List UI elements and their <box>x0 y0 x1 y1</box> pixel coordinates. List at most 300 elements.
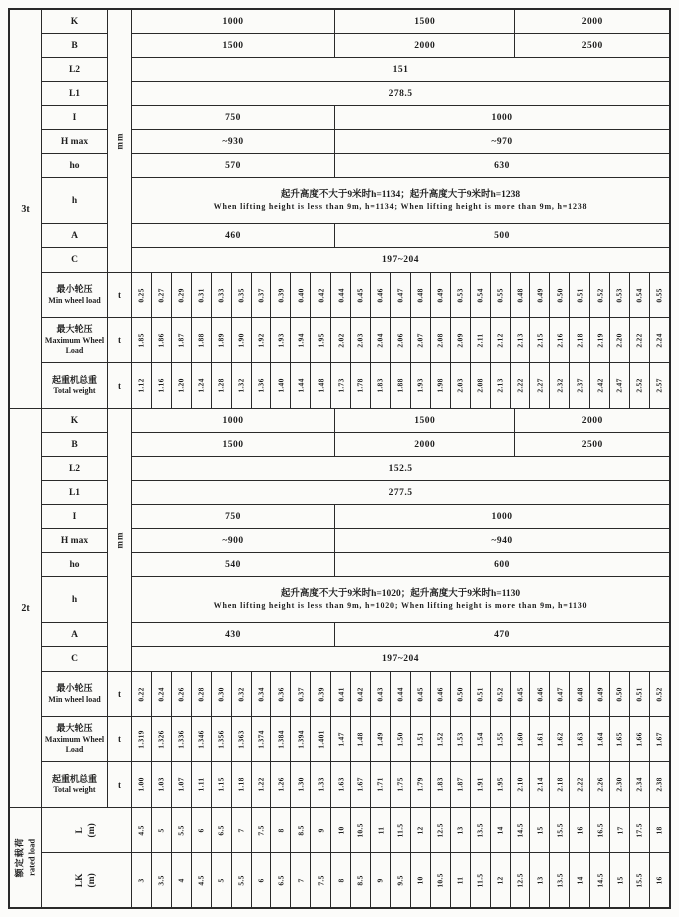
value-text: 0.52 <box>495 686 505 702</box>
value-cell <box>252 762 272 807</box>
value-cell <box>471 808 491 852</box>
spec-row-ho <box>132 154 669 178</box>
value-text: 15.5 <box>555 822 565 838</box>
value-cell <box>530 273 550 317</box>
row-label-Hmax: H max <box>42 130 107 154</box>
value-cell <box>511 318 531 362</box>
total-weight-row-3t <box>42 363 669 408</box>
value-cell <box>311 363 331 408</box>
span-row-LK <box>42 853 669 907</box>
value-cell <box>431 672 451 716</box>
spec-cell-value: ~930 <box>222 136 244 147</box>
value-text: 1.32 <box>236 378 246 393</box>
spec-row-L1 <box>132 481 669 505</box>
value-cell <box>451 853 471 907</box>
value-cell <box>491 273 511 317</box>
value-text: 1.374 <box>256 729 266 749</box>
value-cell <box>192 762 212 807</box>
value-cell <box>291 672 311 716</box>
spec-cell-value: 430 <box>225 629 241 640</box>
value-cell <box>650 762 669 807</box>
value-text: 12.5 <box>515 872 525 888</box>
span-label-L <box>74 823 99 837</box>
max-wheel-load-values <box>132 717 669 761</box>
value-text: 11 <box>455 876 465 884</box>
spec-value-cell <box>515 433 669 456</box>
unit-mm-label: mm <box>114 531 125 549</box>
value-cell <box>491 672 511 716</box>
spec-value-cell <box>335 130 669 153</box>
value-text: 0.41 <box>336 686 346 702</box>
value-text: 9 <box>316 827 326 833</box>
value-cell <box>570 717 590 761</box>
value-text: 13 <box>535 875 545 885</box>
total-weight-values <box>132 762 669 807</box>
value-text: 0.34 <box>256 686 266 702</box>
value-text: 1.384 <box>276 729 286 749</box>
spec-cell-value: 2500 <box>581 40 603 51</box>
value-cell <box>610 672 630 716</box>
row-label-ho: ho <box>42 553 107 577</box>
value-text: 2.32 <box>555 378 565 393</box>
spec-cell-en: When lifting height is less than 9m, h=1020; When lifting height is more than 9m, h=1130 <box>213 600 588 610</box>
value-text: 1.363 <box>236 729 246 749</box>
value-cell <box>192 318 212 362</box>
value-text: 0.22 <box>136 686 146 702</box>
value-text: 1.91 <box>475 777 485 792</box>
value-text: 1.28 <box>216 378 226 393</box>
value-text: 0.50 <box>555 287 565 303</box>
value-text: 2.09 <box>455 332 465 348</box>
value-cell <box>630 363 650 408</box>
value-cell <box>630 672 650 716</box>
unit-t-cell: t <box>108 318 132 362</box>
spec-row-h <box>132 178 669 224</box>
value-cell <box>391 273 411 317</box>
spec-value-cell <box>335 505 669 528</box>
value-cell <box>530 853 550 907</box>
spec-value-cell <box>335 106 669 129</box>
value-text: 11.5 <box>395 823 405 837</box>
value-cell <box>192 717 212 761</box>
value-text: 1.53 <box>455 731 465 747</box>
section-2t-body <box>42 409 669 807</box>
value-cell <box>291 717 311 761</box>
value-cell <box>471 273 491 317</box>
value-text: 2.19 <box>595 332 605 348</box>
value-text: 1.30 <box>296 777 306 792</box>
value-cell <box>371 808 391 852</box>
value-cell <box>232 672 252 716</box>
spec-cell-value: 197~204 <box>382 255 419 265</box>
value-cell <box>152 318 172 362</box>
value-cell <box>351 318 371 362</box>
value-text: 2.27 <box>535 378 545 393</box>
unit-mm-label: mm <box>114 132 125 150</box>
value-text: 1.33 <box>316 777 326 792</box>
value-text: 0.37 <box>256 287 266 303</box>
span-rows <box>42 808 669 907</box>
value-text: 2.22 <box>515 378 525 393</box>
span-label-LK <box>74 873 99 887</box>
value-text: 0.51 <box>475 686 485 702</box>
value-cell <box>351 273 371 317</box>
spec-value-cell <box>132 409 335 432</box>
spec-value-cell <box>132 433 335 456</box>
value-cell <box>650 717 669 761</box>
spec-cell-value: 460 <box>225 230 241 241</box>
value-text: 15.5 <box>635 872 645 888</box>
rated-load-block <box>10 808 669 907</box>
value-cell <box>570 273 590 317</box>
value-text: 0.45 <box>515 686 525 702</box>
value-cell <box>212 762 232 807</box>
value-text: 0.44 <box>336 287 346 303</box>
value-cell <box>212 363 232 408</box>
value-cell <box>252 853 272 907</box>
value-cell <box>391 762 411 807</box>
value-text: 1.48 <box>316 378 326 393</box>
spec-value-cell <box>132 58 669 81</box>
spec-value-cell <box>335 529 669 552</box>
value-text: 1.03 <box>156 777 166 792</box>
value-cell <box>132 717 152 761</box>
value-text: 11.5 <box>475 873 485 887</box>
value-cell <box>172 273 192 317</box>
spec-cell-en: When lifting height is less than 9m, h=1134; When lifting height is more than 9m, h=1238 <box>213 201 588 211</box>
value-cell <box>650 808 669 852</box>
value-text: 1.50 <box>395 731 405 747</box>
value-cell <box>351 672 371 716</box>
value-cell <box>511 808 531 852</box>
value-text: 0.36 <box>276 686 286 702</box>
value-cell <box>271 717 291 761</box>
value-text: 0.29 <box>176 287 186 303</box>
value-cell <box>192 853 212 907</box>
value-text: 15 <box>615 875 625 885</box>
value-text: 1.63 <box>336 777 346 792</box>
value-cell <box>152 672 172 716</box>
spec-row-B <box>132 433 669 457</box>
value-text: 0.37 <box>296 686 306 702</box>
value-text: 0.51 <box>575 287 585 303</box>
value-cell <box>411 853 431 907</box>
value-cell <box>630 853 650 907</box>
value-text: 12 <box>415 825 425 835</box>
value-text: 10 <box>415 875 425 885</box>
row-label-L2: L2 <box>42 58 107 82</box>
spec-cell-value: 630 <box>494 160 510 171</box>
row-label-C: C <box>71 654 78 664</box>
row-label-L1: L1 <box>42 481 107 505</box>
value-text: 2.13 <box>515 332 525 348</box>
value-cell <box>252 363 272 408</box>
value-cell <box>391 318 411 362</box>
span-L-values <box>132 808 669 852</box>
value-text: 0.42 <box>356 686 366 702</box>
value-text: 2.20 <box>615 332 625 348</box>
value-text: 1.95 <box>316 332 326 348</box>
value-text: 0.53 <box>615 287 625 303</box>
value-cell <box>431 717 451 761</box>
rated-load-label-cell <box>10 808 42 907</box>
spec-label-column <box>42 10 108 272</box>
value-cell <box>291 808 311 852</box>
value-text: 15 <box>535 825 545 835</box>
spec-cell-value: 750 <box>225 511 241 522</box>
value-cell <box>192 808 212 852</box>
span-label-LK-cell <box>42 853 132 907</box>
value-cell <box>252 808 272 852</box>
row-label-B: B <box>42 433 107 457</box>
value-text: 1.319 <box>136 729 146 749</box>
max-wheel-load-label-en: Maximum Wheel Load <box>44 734 105 754</box>
value-text: 0.50 <box>455 686 465 702</box>
value-cell <box>172 363 192 408</box>
value-text: 7 <box>296 877 306 883</box>
value-cell <box>411 273 431 317</box>
total-weight-label <box>42 762 108 807</box>
value-text: 0.43 <box>376 686 386 702</box>
spec-row-L2 <box>132 457 669 481</box>
value-cell <box>291 318 311 362</box>
unit-t-cell: t <box>108 717 132 761</box>
value-cell <box>331 672 351 716</box>
value-cell <box>570 318 590 362</box>
value-cell <box>172 672 192 716</box>
value-cell <box>132 363 152 408</box>
value-cell <box>451 273 471 317</box>
spec-cell-value: 1500 <box>222 40 244 51</box>
value-cell <box>610 363 630 408</box>
value-text: 4.5 <box>196 874 206 886</box>
value-cell <box>232 717 252 761</box>
rated-load-label <box>14 837 37 877</box>
value-cell <box>570 853 590 907</box>
value-text: 1.336 <box>176 729 186 749</box>
spec-cell-value: 1000 <box>222 415 244 426</box>
value-text: 5.5 <box>236 874 246 886</box>
section-3t <box>10 10 669 409</box>
value-text: 0.49 <box>435 287 445 303</box>
value-cell <box>172 853 192 907</box>
value-cell <box>192 363 212 408</box>
value-cell <box>331 808 351 852</box>
value-text: 1.92 <box>256 332 266 348</box>
value-text: 1.83 <box>376 378 386 393</box>
value-text: 1.90 <box>236 332 246 348</box>
value-text: 2.42 <box>595 378 605 393</box>
value-cell <box>511 273 531 317</box>
value-cell <box>431 273 451 317</box>
value-text: 2.22 <box>635 332 645 348</box>
spec-cell-zh: 起升高度不大于9米时h=1020；起升高度大于9米时h=1130 <box>280 588 521 599</box>
crane-spec-table <box>8 8 671 909</box>
value-text: 1.326 <box>156 729 166 749</box>
value-cell <box>451 808 471 852</box>
value-text: 14 <box>495 825 505 835</box>
value-cell <box>491 318 511 362</box>
value-cell <box>530 808 550 852</box>
value-text: 0.40 <box>296 287 306 303</box>
value-text: 1.98 <box>435 378 445 393</box>
value-text: 1.87 <box>176 332 186 348</box>
value-text: 6.5 <box>276 874 286 886</box>
value-cell <box>511 363 531 408</box>
value-text: 2.37 <box>575 378 585 393</box>
value-text: 1.95 <box>495 777 505 792</box>
value-text: 14.5 <box>595 872 605 888</box>
min-wheel-load-values <box>132 273 669 317</box>
value-text: 1.60 <box>515 731 525 747</box>
value-cell <box>311 318 331 362</box>
value-text: 10.5 <box>435 872 445 888</box>
value-cell <box>530 672 550 716</box>
value-cell <box>550 808 570 852</box>
value-cell <box>590 273 610 317</box>
spec-cell-value: 470 <box>494 629 510 640</box>
value-text: 2.16 <box>555 332 565 348</box>
value-text: 0.25 <box>136 287 146 303</box>
value-cell <box>311 273 331 317</box>
value-text: 0.55 <box>654 287 664 303</box>
row-label-h: h <box>42 178 107 224</box>
value-text: 2.03 <box>356 332 366 348</box>
value-text: 0.32 <box>236 686 246 702</box>
value-cell <box>351 762 371 807</box>
value-cell <box>172 318 192 362</box>
value-text: 2.02 <box>336 332 346 348</box>
value-cell <box>530 363 550 408</box>
row-label-L1: L1 <box>42 82 107 106</box>
value-text: 1.93 <box>415 378 425 393</box>
value-text: 6 <box>256 877 266 883</box>
value-cell <box>232 808 252 852</box>
value-text: 1.07 <box>176 777 186 792</box>
value-cell <box>252 273 272 317</box>
value-cell <box>371 672 391 716</box>
min-wheel-load-values <box>132 672 669 716</box>
value-cell <box>331 363 351 408</box>
value-cell <box>271 853 291 907</box>
spec-cell-value: 2000 <box>414 40 436 51</box>
value-cell <box>351 853 371 907</box>
row-label-L2: L2 <box>42 457 107 481</box>
value-text: 2.22 <box>575 777 585 792</box>
value-text: 1.67 <box>356 777 366 792</box>
spec-value-cell <box>335 34 515 57</box>
spec-cell-value: ~940 <box>491 535 513 546</box>
spec-row-K <box>132 10 669 34</box>
min-wheel-load-row-3t <box>42 273 669 318</box>
value-cell <box>311 808 331 852</box>
spec-row-B <box>132 34 669 58</box>
max-wheel-load-label-en: Maximum Wheel Load <box>44 335 105 355</box>
spec-row-C <box>132 647 669 671</box>
value-text: 0.50 <box>615 686 625 702</box>
spec-value-cell <box>132 106 335 129</box>
spec-value-cell <box>132 248 669 272</box>
spec-cell-value: 1000 <box>491 112 513 123</box>
value-text: 2.26 <box>595 777 605 792</box>
value-text: 1.61 <box>535 731 545 747</box>
value-cell <box>411 318 431 362</box>
value-text: 10 <box>336 825 346 835</box>
value-text: 2.30 <box>615 777 625 792</box>
value-text: 0.54 <box>475 287 485 303</box>
max-wheel-load-values <box>132 318 669 362</box>
value-text: 4.5 <box>136 824 146 836</box>
value-cell <box>570 363 590 408</box>
value-text: 1.71 <box>376 777 386 792</box>
value-text: 1.394 <box>296 729 306 749</box>
value-text: 0.30 <box>216 686 226 702</box>
spec-cell-value: 1000 <box>491 511 513 522</box>
spec-cell-value: 2000 <box>581 16 603 27</box>
spec-cell-value: 152.5 <box>388 463 413 474</box>
spec-row-L1 <box>132 82 669 106</box>
value-cell <box>232 853 252 907</box>
value-cell <box>630 318 650 362</box>
value-cell <box>511 762 531 807</box>
spec-cell-value: 2000 <box>581 415 603 426</box>
value-text: 10.5 <box>356 822 366 838</box>
value-cell <box>650 363 669 408</box>
value-text: 12.5 <box>435 822 445 838</box>
value-text: 16 <box>654 875 664 885</box>
spec-cell-value: 570 <box>225 160 241 171</box>
value-cell <box>391 808 411 852</box>
value-cell <box>451 363 471 408</box>
row-label-I: I <box>42 106 107 130</box>
span-label-LK-text: LK <box>75 873 86 887</box>
value-cell <box>530 318 550 362</box>
value-text: 1.83 <box>435 777 445 792</box>
spec-cell-value: 1000 <box>222 16 244 27</box>
value-text: 2.14 <box>535 777 545 792</box>
value-cell <box>590 808 610 852</box>
spec-value-cell <box>335 623 669 646</box>
value-cell <box>232 318 252 362</box>
value-text: 16.5 <box>595 822 605 838</box>
value-cell <box>630 717 650 761</box>
value-cell <box>511 672 531 716</box>
spec-cell-value: ~970 <box>491 136 513 147</box>
value-cell <box>610 717 630 761</box>
value-text: 1.49 <box>376 731 386 747</box>
value-text: 2.47 <box>615 378 625 393</box>
value-cell <box>471 853 491 907</box>
value-cell <box>152 363 172 408</box>
unit-t-cell: t <box>108 762 132 807</box>
value-text: 6.5 <box>216 824 226 836</box>
row-label-ho: ho <box>42 154 107 178</box>
value-cell <box>132 762 152 807</box>
value-text: 1.54 <box>475 731 485 747</box>
value-cell <box>291 762 311 807</box>
max-wheel-load-label-zh: 最大轮压 <box>56 324 93 335</box>
value-cell <box>271 808 291 852</box>
value-text: 17 <box>615 825 625 835</box>
value-text: 17.5 <box>635 822 645 838</box>
value-cell <box>491 717 511 761</box>
value-cell <box>152 853 172 907</box>
value-cell <box>650 853 669 907</box>
value-text: 1.67 <box>654 731 664 747</box>
value-cell <box>331 762 351 807</box>
value-cell <box>610 318 630 362</box>
value-text: 13.5 <box>555 872 565 888</box>
